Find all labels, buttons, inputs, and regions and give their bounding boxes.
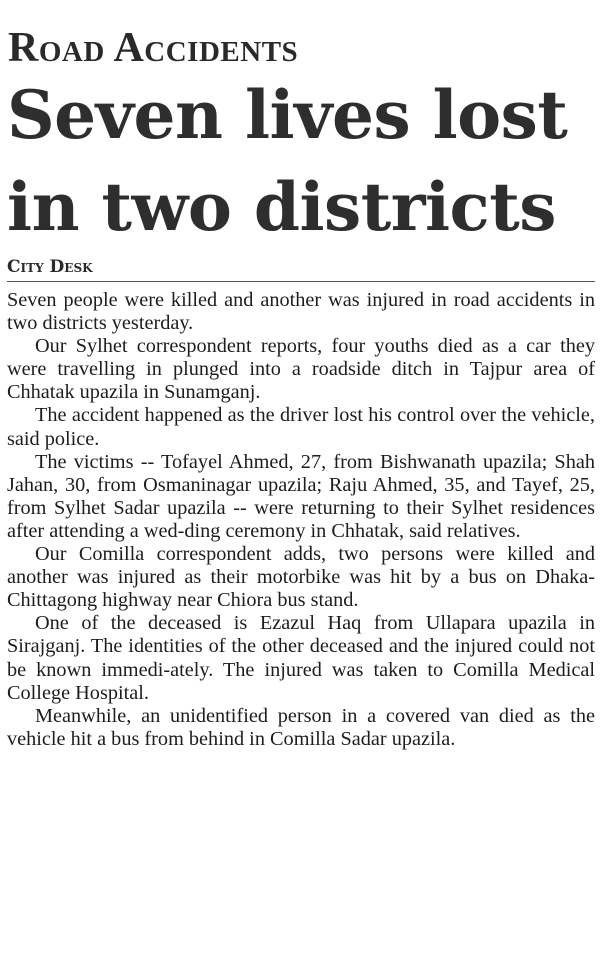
paragraph: Our Sylhet correspondent reports, four youths died as a car they were travelling in plunged into a roadside ditch in Tajpur area of Chhatak upazila in Sunamganj. xyxy=(7,335,595,404)
paragraph: The accident happened as the driver lost his control over the vehicle, said police. xyxy=(7,404,595,450)
paragraph: Our Comilla correspondent adds, two persons were killed and another was injured as their motorbike was hit by a bus on Dhaka-Chittagong highway near Chiora bus stand. xyxy=(7,543,595,612)
paragraph: One of the deceased is Ezazul Haq from Ullapara upazila in Sirajganj. The identities of the other deceased and the injured could not be known immedi-ately. The injured was taken to Comilla Medical College Hospital. xyxy=(7,612,595,704)
byline: City Desk xyxy=(7,256,595,282)
headline: Seven lives lost in two districts xyxy=(7,76,568,246)
paragraph: Seven people were killed and another was injured in road accidents in two districts yesterday. xyxy=(7,289,595,335)
article-body xyxy=(7,289,595,751)
paragraph: The victims -- Tofayel Ahmed, 27, from Bishwanath upazila; Shah Jahan, 30, from Osmaninagar upazila; Raju Ahmed, 35, and Tayef, 25, from Sylhet Sadar upazila -- were returning to their Sylhet residences after attending a wed-ding ceremony in Chhatak, said relatives. xyxy=(7,450,595,542)
section-kicker: Road Accidents xyxy=(8,25,299,71)
paragraph: Meanwhile, an unidentified person in a covered van died as the vehicle hit a bus from behind in Comilla Sadar upazila. xyxy=(7,704,595,750)
news-article xyxy=(7,24,595,751)
